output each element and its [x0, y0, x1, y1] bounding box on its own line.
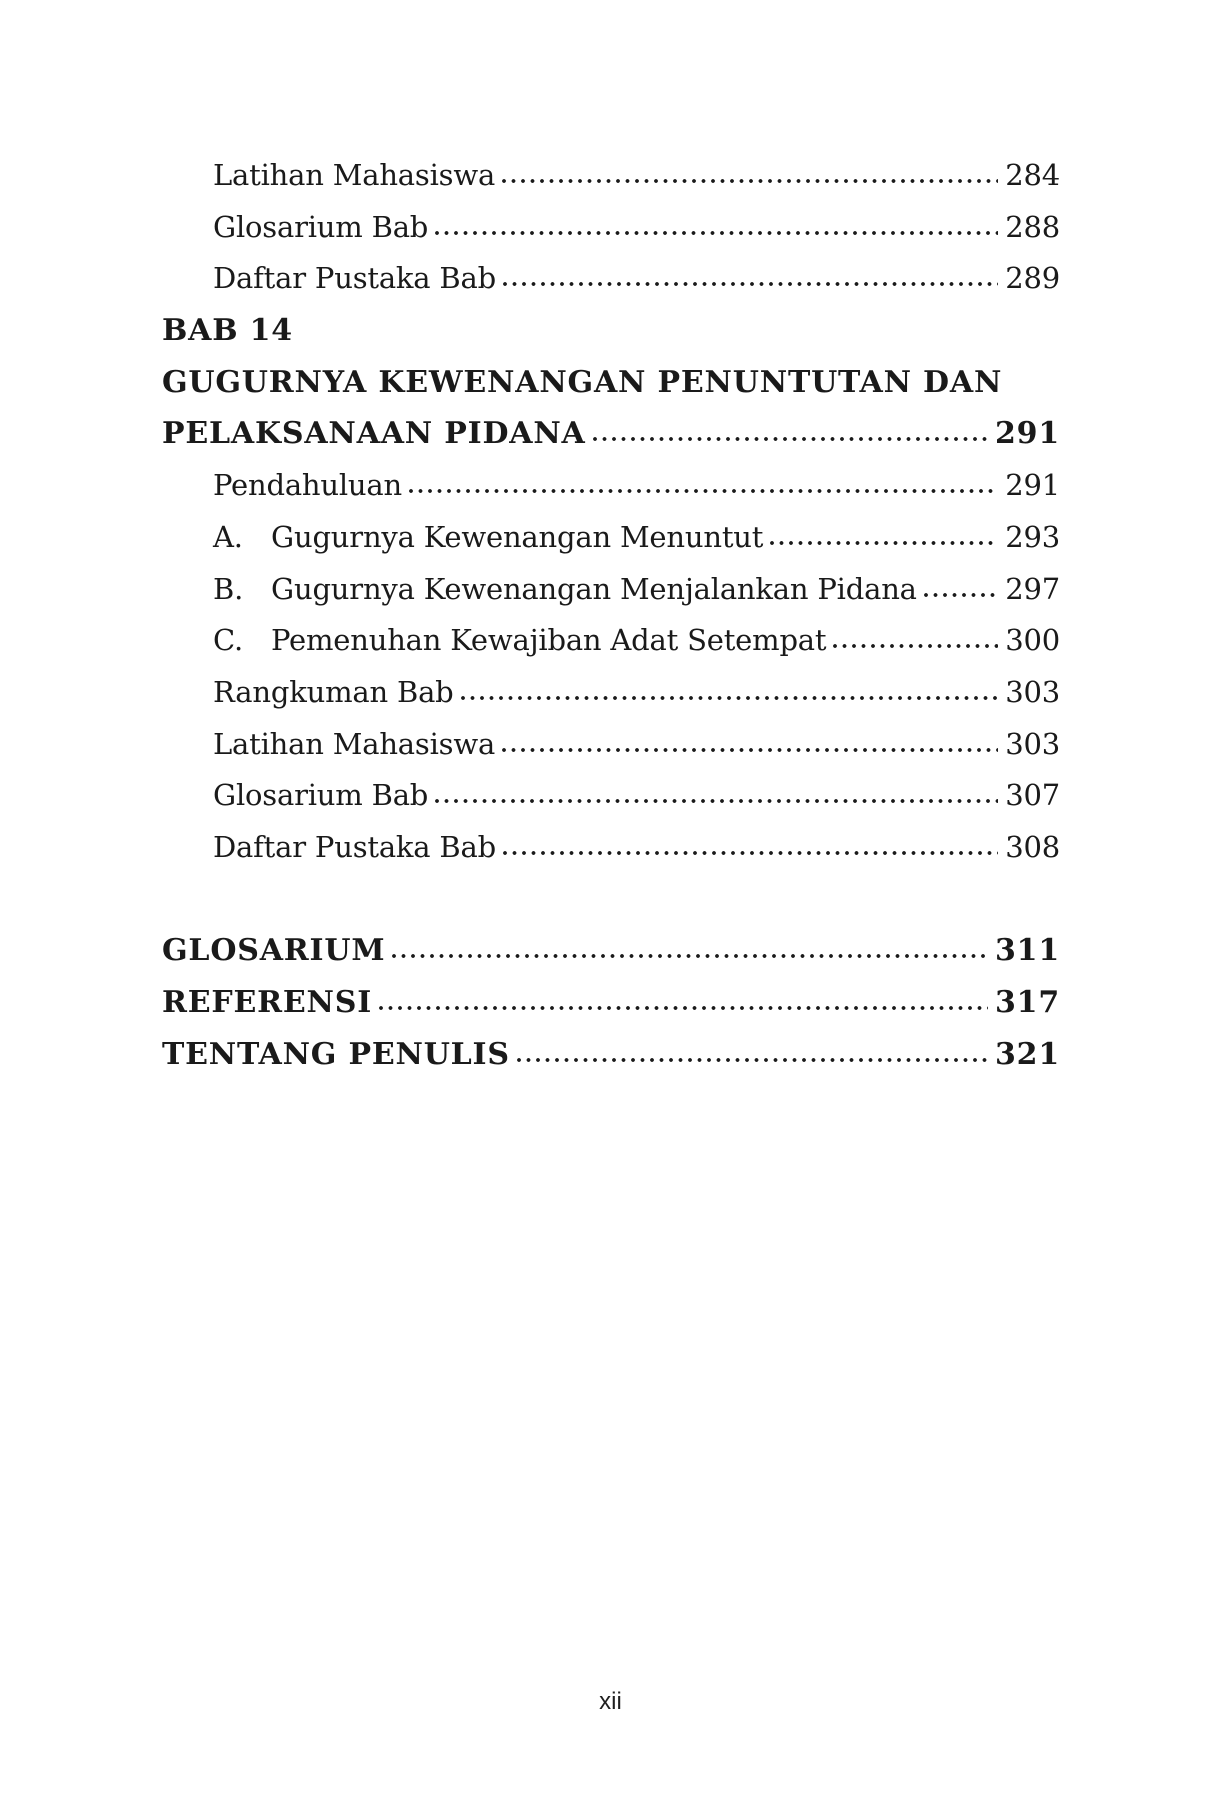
toc-entry-page: 297 — [1005, 571, 1060, 606]
toc-entry-label: BAB 14 — [162, 313, 293, 349]
toc-entry-label: Pendahuluan — [213, 468, 402, 503]
toc-entry-page: 311 — [994, 933, 1060, 969]
toc-entry-label: GLOSARIUM — [162, 933, 386, 969]
folio-page-number: xii — [599, 1688, 622, 1715]
dot-leader — [435, 797, 998, 805]
toc-chapter-title-line-1 — [162, 357, 1060, 409]
dot-leader — [503, 849, 998, 857]
toc-entry-label: PELAKSANAAN PIDANA — [162, 416, 586, 452]
toc-entry-page: 308 — [1005, 829, 1060, 864]
toc-entry-page: 321 — [994, 1036, 1060, 1072]
toc-entry — [162, 770, 1060, 822]
dot-leader — [517, 1056, 988, 1064]
toc-entry-page: 303 — [1005, 674, 1060, 709]
page-footer — [0, 1686, 1221, 1718]
toc-entry-label: Daftar Pustaka Bab — [213, 261, 496, 296]
dot-leader — [593, 435, 988, 443]
toc-chapter-title-line-2 — [162, 408, 1060, 460]
dot-leader — [461, 694, 999, 702]
toc-entry-page: 289 — [1005, 261, 1060, 296]
dot-leader — [502, 177, 998, 185]
dot-leader — [770, 539, 998, 547]
toc-entry-label: REFERENSI — [162, 985, 373, 1020]
dot-leader — [379, 1004, 988, 1012]
toc-entry-label: Glosarium Bab — [213, 778, 429, 813]
section-spacer — [162, 874, 1060, 926]
toc-entry — [162, 460, 1060, 512]
toc-entry — [162, 564, 1060, 616]
toc-entry — [162, 202, 1060, 254]
toc-entry-tentang-penulis — [162, 1029, 1060, 1081]
toc-entry-page: 284 — [1005, 158, 1060, 192]
toc-entry-page: 303 — [1005, 726, 1060, 761]
toc-entry-page: 291 — [994, 416, 1060, 452]
toc-entry-label: Pemenuhan Kewajiban Adat Setempat — [271, 623, 827, 658]
toc-entry-label: TENTANG PENULIS — [162, 1036, 510, 1072]
toc-entry-label: Rangkuman Bab — [213, 674, 454, 709]
toc-entry-referensi — [162, 977, 1060, 1029]
toc-entry-page: 307 — [1005, 778, 1060, 813]
toc-entry-letter: A. — [213, 519, 243, 554]
dot-leader — [435, 229, 998, 237]
dot-leader — [503, 280, 998, 288]
toc-entry — [162, 253, 1060, 305]
toc-entry-label: Glosarium Bab — [213, 209, 429, 244]
toc-entry — [162, 667, 1060, 719]
toc-entry-label: Gugurnya Kewenangan Menuntut — [271, 519, 764, 554]
dot-leader — [833, 642, 998, 650]
toc-entry-letter: C. — [213, 623, 243, 658]
toc-entry — [162, 822, 1060, 874]
dot-leader — [924, 591, 998, 599]
toc-entry — [162, 615, 1060, 667]
toc-entry-label: Gugurnya Kewenangan Menjalankan Pidana — [271, 571, 917, 606]
dot-leader — [409, 487, 998, 495]
toc-entry-page: 293 — [1005, 519, 1060, 554]
toc-entry-page: 300 — [1005, 623, 1060, 658]
toc-entry-label: Daftar Pustaka Bab — [213, 829, 496, 864]
toc-entry-page: 291 — [1005, 468, 1060, 503]
toc-entry — [162, 512, 1060, 564]
toc-entry — [162, 719, 1060, 771]
dot-leader — [392, 952, 988, 960]
toc-entry-glosarium — [162, 925, 1060, 977]
toc-entry-page: 288 — [1005, 209, 1060, 244]
table-of-contents — [162, 150, 1060, 1080]
toc-entry-label: GUGURNYA KEWENANGAN PENUNTUTAN DAN — [162, 364, 1003, 400]
toc-entry — [162, 150, 1060, 202]
toc-entry-letter: B. — [213, 571, 244, 606]
toc-entry-page: 317 — [994, 985, 1060, 1020]
toc-entry-label: Latihan Mahasiswa — [213, 726, 496, 761]
toc-chapter-number — [162, 305, 1060, 357]
toc-entry-label: Latihan Mahasiswa — [213, 158, 496, 192]
dot-leader — [502, 746, 998, 754]
